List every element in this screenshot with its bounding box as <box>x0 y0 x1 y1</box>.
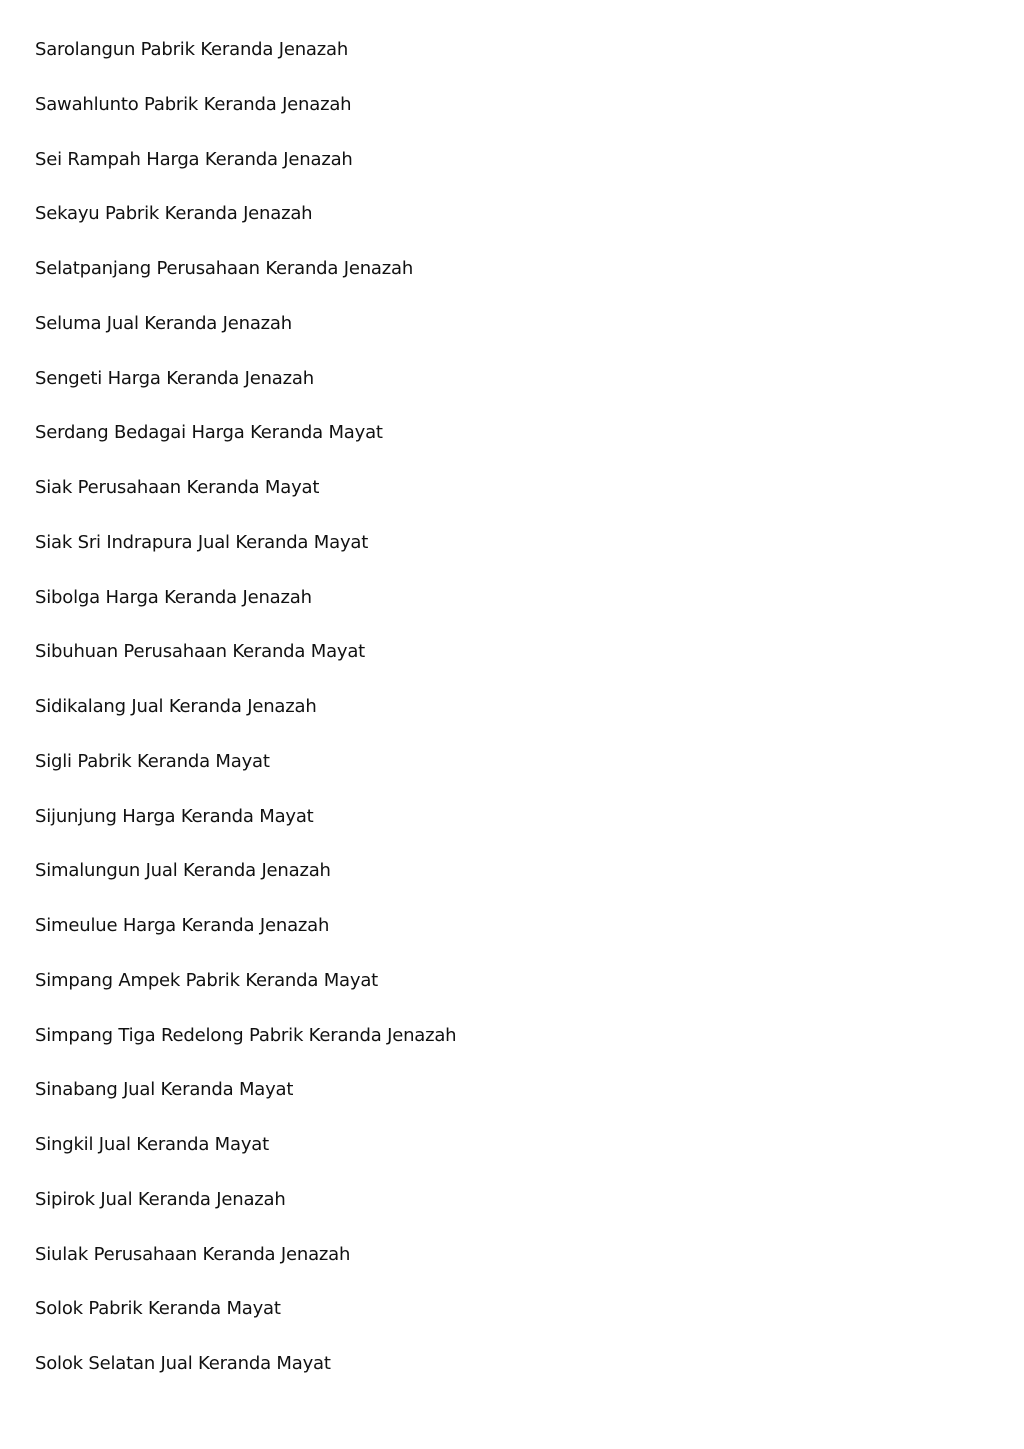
list-item: Simpang Ampek Pabrik Keranda Mayat <box>35 969 379 991</box>
list-item: Sekayu Pabrik Keranda Jenazah <box>35 203 313 225</box>
list-item: Sidikalang Jual Keranda Jenazah <box>35 696 317 717</box>
list-item: Selatpanjang Perusahaan Keranda Jenazah <box>35 258 414 279</box>
entry-list <box>35 36 456 1405</box>
list-item: Sinabang Jual Keranda Mayat <box>35 1079 294 1101</box>
list-item: Solok Selatan Jual Keranda Mayat <box>35 1353 331 1374</box>
list-item: Sei Rampah Harga Keranda Jenazah <box>35 148 353 170</box>
list-item: Sibuhuan Perusahaan Keranda Mayat <box>35 641 366 663</box>
list-item: Sarolangun Pabrik Keranda Jenazah <box>35 39 349 60</box>
list-item: Siak Perusahaan Keranda Mayat <box>35 477 320 498</box>
list-item: Sengeti Harga Keranda Jenazah <box>35 367 314 389</box>
list-item: Sipirok Jual Keranda Jenazah <box>35 1188 286 1210</box>
list-item: Sijunjung Harga Keranda Mayat <box>35 805 314 827</box>
list-item: Seluma Jual Keranda Jenazah <box>35 312 292 334</box>
list-item: Simalungun Jual Keranda Jenazah <box>35 860 331 882</box>
list-item: Sibolga Harga Keranda Jenazah <box>35 586 312 608</box>
list-item: Simpang Tiga Redelong Pabrik Keranda Jenazah <box>35 1024 457 1046</box>
list-item: Serdang Bedagai Harga Keranda Mayat <box>35 422 383 444</box>
list-item: Siak Sri Indrapura Jual Keranda Mayat <box>35 531 369 553</box>
list-item: Simeulue Harga Keranda Jenazah <box>35 915 330 936</box>
list-item: Solok Pabrik Keranda Mayat <box>35 1298 281 1320</box>
list-item: Singkil Jual Keranda Mayat <box>35 1134 269 1155</box>
list-item: Sawahlunto Pabrik Keranda Jenazah <box>35 93 352 115</box>
list-item: Siulak Perusahaan Keranda Jenazah <box>35 1243 351 1265</box>
list-item: Sigli Pabrik Keranda Mayat <box>35 750 270 772</box>
